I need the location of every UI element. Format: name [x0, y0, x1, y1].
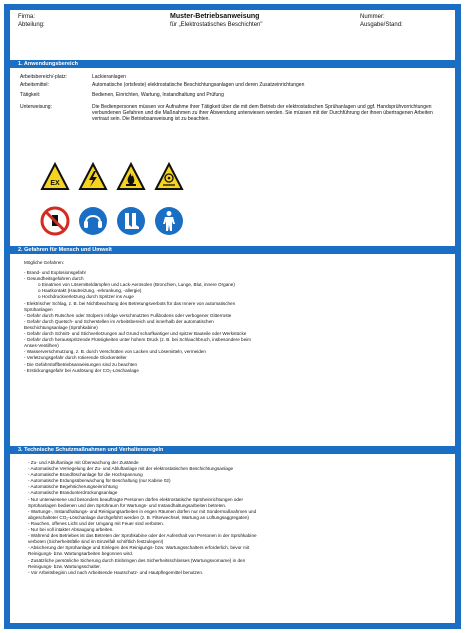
- section-bar-measures: 3. Technische Schutzmaßnahmen und Verhaltensregeln: [10, 446, 455, 454]
- measure-item: Reinigungs- bzw. Wartungsschalter.: [28, 563, 101, 569]
- row-value: Lackieranlagen: [92, 74, 126, 80]
- measure-item: - Automatische Brandunterdrückungsanlage: [28, 490, 118, 496]
- hazard-item: - Gefahr durch Schnitt- und Stichverletzungen auf Grund scharfkantiger und spitzer Bauteile oder Werkstücke: [24, 331, 247, 337]
- measure-item: - Vor Arbeitsbeginn und nach Arbeitsende Hautschutz- und Hautpflegemittel benutzen.: [28, 569, 204, 575]
- department-label: Abteilung:: [18, 22, 45, 28]
- header-left: [18, 13, 45, 29]
- document-header: [10, 10, 455, 38]
- hazard-subitem: o Einatmen von Lösemitteldämpfen und Lack-Aerosolen (Bronchien, Lunge, Blut, innere Organe): [38, 282, 235, 288]
- measure-item: - Automatische Verriegelung der Zu- und Abluftanlage mit der elektrostatischen Beschichtungsanlage: [28, 466, 234, 472]
- company-label: Firma:: [18, 14, 35, 20]
- measure-item: - Absicherung der Sprühanlage und Einlegen des Reinigungs- bzw. Wartungsschalters erforderlich, bevor mit: [28, 545, 250, 551]
- hazard-item: Beschichtungsanlage (Sprühkabine): [24, 324, 98, 330]
- section-hazards: [10, 256, 455, 442]
- measure-item: verboten (Sicherheitsfälle sind im Einzelfall schriftlich festzulegen!): [28, 539, 164, 545]
- hazard-item: - Gefahr durch Rutschen oder Stolpern infolge verschmutzten Fußbodens oder verbogener Gitterroste: [24, 312, 232, 318]
- measure-item: abgeschalteter CO₂-Löschanlage durchgeführt werden (z. B. Filterwechsel, Wartung an Lüftungsaggregaten): [28, 514, 249, 520]
- electrical-voltage-icon: [78, 162, 108, 192]
- document-title: Muster-Betriebsanweisung: [170, 13, 260, 20]
- issue-label: Ausgabe/Stand:: [360, 22, 403, 28]
- hazard-item: - Gefahr durch Quetsch- und Scherstellen im Arbeitsbereich und innerhalb der automatischen: [24, 318, 214, 324]
- measure-item: - Wartungs-, Instandhaltungs- und Reinigungsarbeiten in engen Räumen dürfen nur mit Sondermaßnahmen und: [28, 508, 257, 514]
- hazard-item: - Erstickungsgefahr bei Auslösung der CO₂-Löschanlage: [24, 367, 139, 373]
- hazard-item: - Die Gefahrstoffbetriebsanweisungen sind zu beachten: [24, 361, 138, 367]
- measure-item: - Während des Betriebes ist das Betreten der Sprühkabine oder der Aufenthalt von Personen in der Sprühkabine: [28, 533, 257, 539]
- row-label: Unterweisung:: [20, 104, 52, 110]
- hazard-item: - Verletzungsgefahr durch rotierende Glockenteller: [24, 355, 127, 361]
- row-label: Arbeitsmittel:: [20, 82, 49, 88]
- row-value: Automatische (ortsfeste) elektrostatische Beschichtungsanlagen und deren Zusatzeinrichtungen: [92, 82, 305, 88]
- protective-suit-icon: [154, 206, 184, 236]
- section-bar-scope: 1. Anwendungsbereich: [10, 60, 455, 68]
- number-label: Nummer:: [360, 14, 385, 20]
- measure-item: - Automatische Erdungsüberwachung für Beschaltung (nur Kabine 02): [28, 478, 171, 484]
- measure-item: - Zu- und Abluftanlage mit Überwachung der Zustände: [28, 460, 139, 465]
- measure-item: Sprühanlagen bedienen und den Sprühraum für Wartungs- und Instandhaltungsarbeiten betreten.: [28, 502, 227, 508]
- hazard-item: Anses-Ventilhen): [24, 343, 59, 349]
- toxic-environment-icon: [154, 162, 184, 192]
- measure-item: - Rauchen, offenes Licht und der Umgang mit Feuer sind verboten.: [28, 520, 165, 526]
- section-measures: [10, 456, 455, 626]
- row-label: Tätigkeit:: [20, 92, 41, 98]
- header-center: [170, 13, 330, 29]
- measure-item: - Nur unterwiesene und besonders beauftragte Personen dürfen elektrostatische Sprüheinrichtungen oder: [28, 496, 244, 502]
- hazards-intro: Mögliche Gefahren:: [24, 260, 65, 265]
- row-label: Arbeitsbereich/-platz:: [20, 74, 67, 80]
- section-bar-hazards: 2. Gefahren für Mensch und Umwelt: [10, 246, 455, 254]
- row-value: Die Bedienpersonen müssen vor Aufnahme ihrer Tätigkeit über die mit dem Betrieb der elektrostatischen Sprühanlagen und ggf. Handsprühvorrichtungen verbundenen Gefahren und die Maßnahmen zu ihrer Abwendung unterwiesen werden. Sie müssen mit der Durchführung der ihnen übertragenen Arbeiten vertraut sein. Die Betriebsanweisung ist zu beachten.: [92, 104, 433, 122]
- hazard-item: - Gesundheitsgefahren durch: [24, 276, 84, 282]
- measure-item: - Zusätzliche persönliche Sicherung durch Einbringen des Sicherheitsschlosses (Wartungsvorname) in den: [28, 557, 246, 563]
- measure-item: - Automatische Begehsicherungseinrichtung: [28, 484, 118, 490]
- operating-instructions-sheet: [4, 4, 461, 629]
- row-value: Bedienen, Einrichten, Wartung, Instandhaltung und Prüfung: [92, 92, 224, 98]
- ex-mark: EX: [50, 180, 60, 187]
- hazard-item: - Brand- und Explosionsgefahr: [24, 270, 87, 276]
- header-right: [360, 13, 403, 29]
- section-scope: [10, 70, 455, 244]
- document-subtitle: für „Elektrostatisches Beschichten": [170, 22, 263, 28]
- measure-item: - Nur bei voll intakter Absaugung arbeiten.: [28, 527, 114, 533]
- no-access-icon: [40, 206, 70, 236]
- measure-item: - Automatische Brandlöschanlage für die Hochspannung: [28, 472, 143, 478]
- hazard-item: - Wasserverschmutzung, z. B. durch Verschütten von Lacken und Lösemitteln, vermeiden: [24, 349, 206, 355]
- safety-boots-icon: [116, 206, 146, 236]
- hazard-subitem: o Hochdruckverletzung durch Spritzer ins Auge: [38, 294, 134, 300]
- hazard-item: - Gefahr durch herausspritzende Flüssigkeiten unter hohem Druck (z. B. bei Schlauchbruch, insbesondere beim: [24, 337, 251, 343]
- hazard-subitem: o Hautkontakt (Hautreizung, -erkrankung, -allergie): [38, 288, 142, 294]
- measure-item: Reinigungs- bzw. Wartungsarbeiten begonnen wird.: [28, 551, 134, 557]
- hazard-item: - Elektrischer Schlag, z. B. bei Nichtbeachtung des Betretungsverbots für das Innere von automatischen: [24, 300, 236, 306]
- hazard-item: Sprühanlagen: [24, 306, 53, 312]
- flammable-icon: [116, 162, 146, 192]
- ear-protection-icon: [78, 206, 108, 236]
- explosive-atmosphere-icon: [40, 162, 70, 192]
